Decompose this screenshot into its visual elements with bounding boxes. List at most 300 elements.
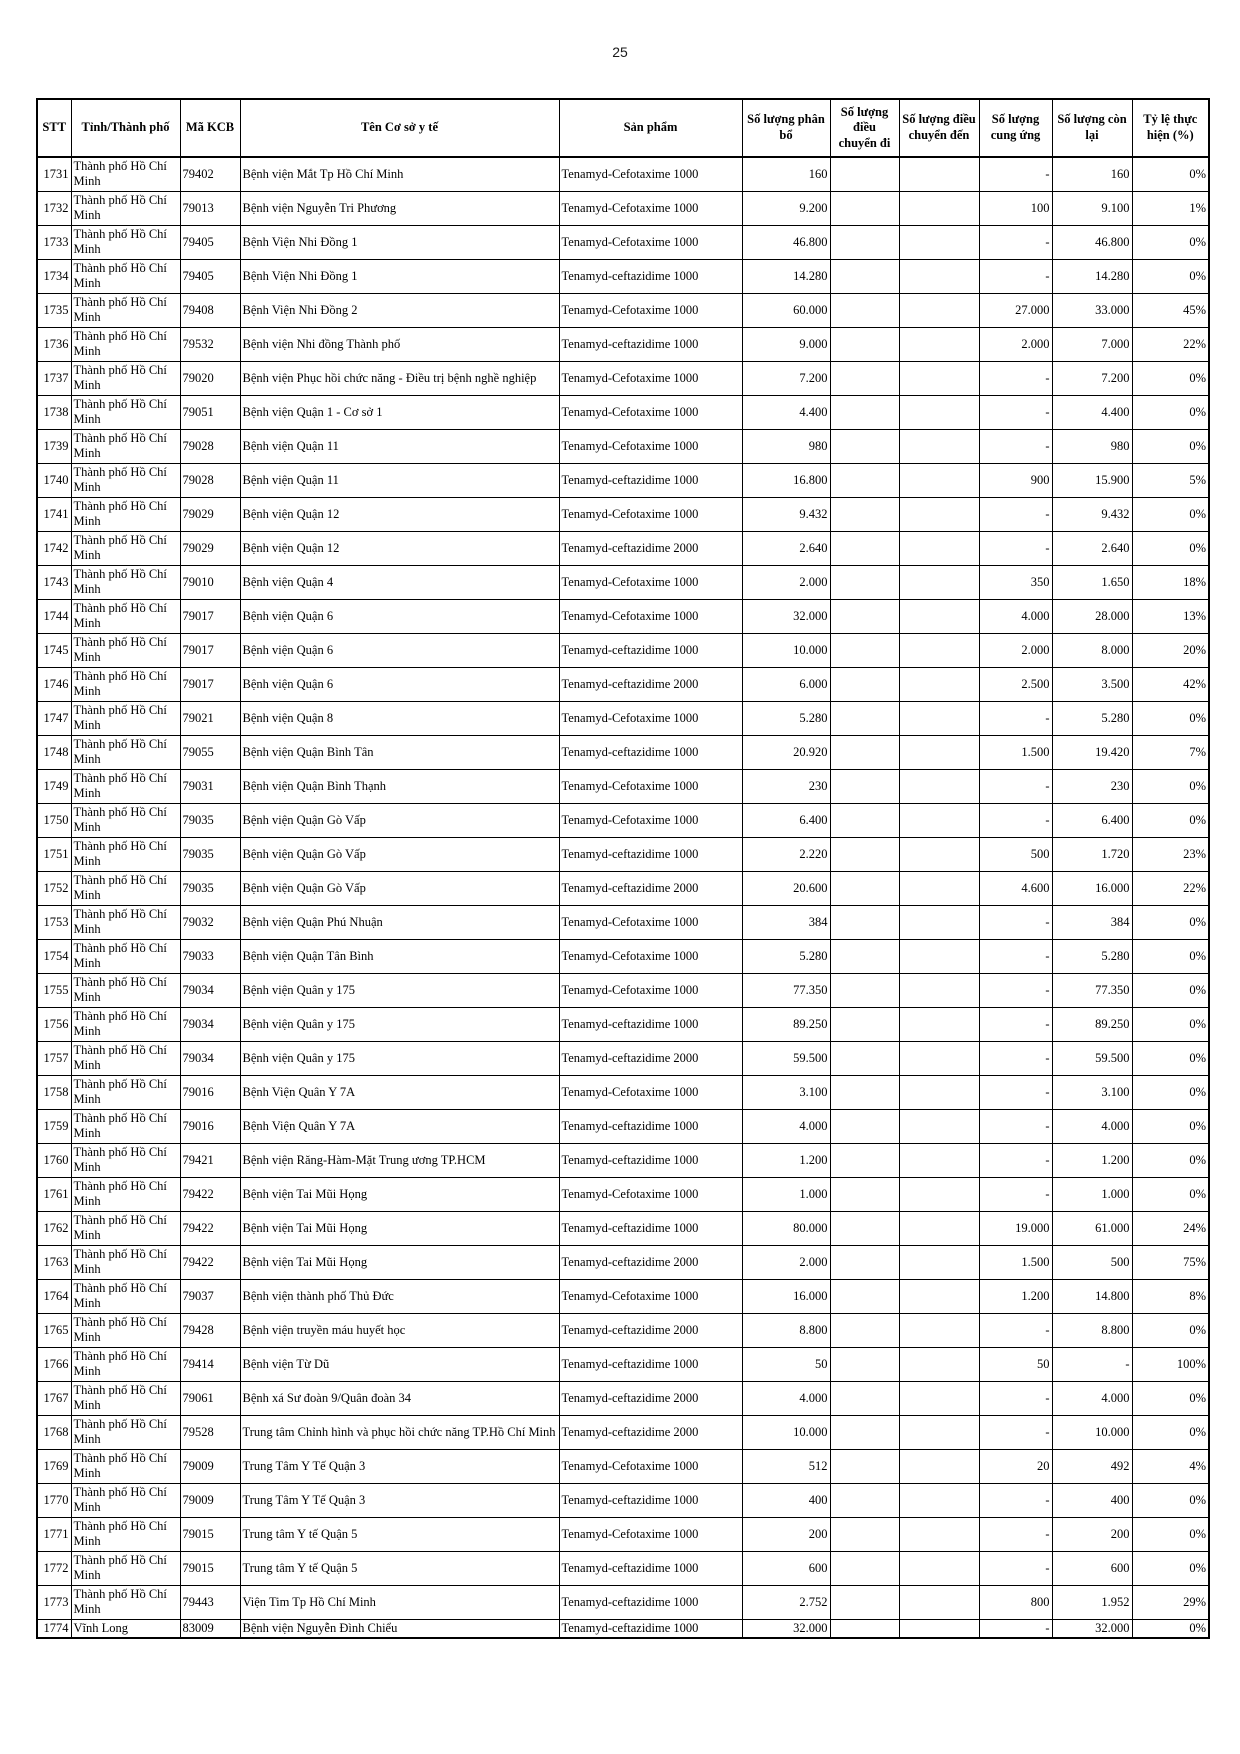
cell-province: Thành phố Hồ Chí Minh bbox=[71, 1245, 180, 1279]
table-row bbox=[37, 1551, 1209, 1585]
cell-allocated: 89.250 bbox=[742, 1007, 830, 1041]
cell-province: Thành phố Hồ Chí Minh bbox=[71, 1415, 180, 1449]
cell-name: Bệnh viện Quận 12 bbox=[240, 531, 559, 565]
cell-stt: 1757 bbox=[37, 1041, 71, 1075]
cell-code: 79009 bbox=[180, 1449, 240, 1483]
cell-transfer_out bbox=[830, 1075, 899, 1109]
cell-allocated: 59.500 bbox=[742, 1041, 830, 1075]
cell-product: Tenamyd-Cefotaxime 1000 bbox=[559, 293, 742, 327]
cell-transfer_in bbox=[899, 837, 979, 871]
cell-code: 79033 bbox=[180, 939, 240, 973]
cell-remaining: 4.000 bbox=[1052, 1381, 1132, 1415]
table-row bbox=[37, 1109, 1209, 1143]
cell-code: 79035 bbox=[180, 803, 240, 837]
column-header-transfer_out: Số lượng điều chuyển đi bbox=[830, 99, 899, 157]
cell-remaining: 33.000 bbox=[1052, 293, 1132, 327]
cell-rate: 0% bbox=[1132, 803, 1209, 837]
cell-remaining: 1.720 bbox=[1052, 837, 1132, 871]
cell-code: 79061 bbox=[180, 1381, 240, 1415]
cell-allocated: 10.000 bbox=[742, 1415, 830, 1449]
cell-transfer_out bbox=[830, 803, 899, 837]
cell-name: Bệnh viện Quân y 175 bbox=[240, 1041, 559, 1075]
cell-product: Tenamyd-ceftazidime 1000 bbox=[559, 1551, 742, 1585]
cell-transfer_out bbox=[830, 293, 899, 327]
cell-code: 79422 bbox=[180, 1177, 240, 1211]
cell-rate: 0% bbox=[1132, 939, 1209, 973]
cell-name: Bệnh viện Răng-Hàm-Mặt Trung ương TP.HCM bbox=[240, 1143, 559, 1177]
cell-product: Tenamyd-ceftazidime 1000 bbox=[559, 1619, 742, 1638]
cell-stt: 1733 bbox=[37, 225, 71, 259]
cell-remaining: 492 bbox=[1052, 1449, 1132, 1483]
cell-allocated: 7.200 bbox=[742, 361, 830, 395]
cell-supplied: 100 bbox=[979, 191, 1052, 225]
cell-name: Bệnh viện Mắt Tp Hồ Chí Minh bbox=[240, 157, 559, 191]
cell-code: 83009 bbox=[180, 1619, 240, 1638]
cell-remaining: 61.000 bbox=[1052, 1211, 1132, 1245]
cell-code: 79428 bbox=[180, 1313, 240, 1347]
cell-rate: 0% bbox=[1132, 1415, 1209, 1449]
cell-rate: 0% bbox=[1132, 429, 1209, 463]
table-row bbox=[37, 735, 1209, 769]
cell-transfer_in bbox=[899, 633, 979, 667]
table-row bbox=[37, 1211, 1209, 1245]
cell-code: 79028 bbox=[180, 429, 240, 463]
cell-remaining: 5.280 bbox=[1052, 701, 1132, 735]
cell-transfer_in bbox=[899, 1517, 979, 1551]
cell-name: Bệnh Viện Quân Y 7A bbox=[240, 1109, 559, 1143]
cell-transfer_in bbox=[899, 429, 979, 463]
cell-supplied: 50 bbox=[979, 1347, 1052, 1381]
cell-remaining: 8.800 bbox=[1052, 1313, 1132, 1347]
cell-allocated: 6.400 bbox=[742, 803, 830, 837]
cell-remaining: 89.250 bbox=[1052, 1007, 1132, 1041]
cell-supplied: - bbox=[979, 259, 1052, 293]
cell-product: Tenamyd-ceftazidime 1000 bbox=[559, 1585, 742, 1619]
cell-supplied: - bbox=[979, 1517, 1052, 1551]
cell-stt: 1773 bbox=[37, 1585, 71, 1619]
cell-rate: 5% bbox=[1132, 463, 1209, 497]
cell-name: Bệnh viện Quận Gò Vấp bbox=[240, 803, 559, 837]
cell-transfer_out bbox=[830, 1483, 899, 1517]
cell-product: Tenamyd-ceftazidime 2000 bbox=[559, 871, 742, 905]
cell-province: Thành phố Hồ Chí Minh bbox=[71, 599, 180, 633]
cell-transfer_in bbox=[899, 1041, 979, 1075]
cell-name: Bệnh viện Tai Mũi Họng bbox=[240, 1245, 559, 1279]
cell-supplied: 20 bbox=[979, 1449, 1052, 1483]
cell-rate: 45% bbox=[1132, 293, 1209, 327]
cell-allocated: 980 bbox=[742, 429, 830, 463]
cell-rate: 8% bbox=[1132, 1279, 1209, 1313]
cell-remaining: 1.650 bbox=[1052, 565, 1132, 599]
cell-code: 79010 bbox=[180, 565, 240, 599]
page-number: 25 bbox=[612, 44, 628, 60]
cell-allocated: 8.800 bbox=[742, 1313, 830, 1347]
cell-supplied: - bbox=[979, 1177, 1052, 1211]
cell-province: Thành phố Hồ Chí Minh bbox=[71, 701, 180, 735]
cell-stt: 1760 bbox=[37, 1143, 71, 1177]
cell-allocated: 5.280 bbox=[742, 701, 830, 735]
cell-province: Thành phố Hồ Chí Minh bbox=[71, 1041, 180, 1075]
cell-transfer_in bbox=[899, 939, 979, 973]
cell-supplied: - bbox=[979, 497, 1052, 531]
cell-name: Bệnh viện thành phố Thủ Đức bbox=[240, 1279, 559, 1313]
cell-transfer_out bbox=[830, 157, 899, 191]
cell-code: 79028 bbox=[180, 463, 240, 497]
cell-name: Bệnh viện Quận 12 bbox=[240, 497, 559, 531]
table-row bbox=[37, 1177, 1209, 1211]
table-row bbox=[37, 803, 1209, 837]
cell-name: Bệnh viện Quận 1 - Cơ sở 1 bbox=[240, 395, 559, 429]
cell-remaining: 59.500 bbox=[1052, 1041, 1132, 1075]
cell-supplied: - bbox=[979, 939, 1052, 973]
cell-province: Thành phố Hồ Chí Minh bbox=[71, 1177, 180, 1211]
cell-province: Thành phố Hồ Chí Minh bbox=[71, 395, 180, 429]
cell-province: Thành phố Hồ Chí Minh bbox=[71, 1347, 180, 1381]
cell-supplied: 2.000 bbox=[979, 633, 1052, 667]
cell-stt: 1764 bbox=[37, 1279, 71, 1313]
cell-rate: 7% bbox=[1132, 735, 1209, 769]
cell-allocated: 9.200 bbox=[742, 191, 830, 225]
cell-supplied: 1.500 bbox=[979, 735, 1052, 769]
cell-name: Bệnh viện Quận 6 bbox=[240, 599, 559, 633]
cell-province: Thành phố Hồ Chí Minh bbox=[71, 837, 180, 871]
cell-rate: 0% bbox=[1132, 497, 1209, 531]
table-header-row bbox=[37, 99, 1209, 157]
table-header bbox=[37, 99, 1209, 157]
cell-province: Thành phố Hồ Chí Minh bbox=[71, 633, 180, 667]
cell-remaining: 28.000 bbox=[1052, 599, 1132, 633]
cell-transfer_in bbox=[899, 701, 979, 735]
cell-code: 79414 bbox=[180, 1347, 240, 1381]
cell-remaining: 4.000 bbox=[1052, 1109, 1132, 1143]
table-row bbox=[37, 157, 1209, 191]
cell-remaining: 2.640 bbox=[1052, 531, 1132, 565]
cell-transfer_in bbox=[899, 191, 979, 225]
cell-supplied: - bbox=[979, 157, 1052, 191]
cell-transfer_out bbox=[830, 701, 899, 735]
cell-supplied: - bbox=[979, 531, 1052, 565]
cell-remaining: 32.000 bbox=[1052, 1619, 1132, 1638]
cell-province: Thành phố Hồ Chí Minh bbox=[71, 1313, 180, 1347]
cell-transfer_in bbox=[899, 1483, 979, 1517]
cell-allocated: 32.000 bbox=[742, 1619, 830, 1638]
cell-transfer_in bbox=[899, 531, 979, 565]
cell-province: Thành phố Hồ Chí Minh bbox=[71, 157, 180, 191]
cell-transfer_out bbox=[830, 361, 899, 395]
cell-name: Bệnh viện Quận Bình Tân bbox=[240, 735, 559, 769]
cell-transfer_in bbox=[899, 1075, 979, 1109]
cell-province: Thành phố Hồ Chí Minh bbox=[71, 1449, 180, 1483]
cell-transfer_out bbox=[830, 1109, 899, 1143]
cell-name: Bệnh viện Nguyễn Tri Phương bbox=[240, 191, 559, 225]
cell-allocated: 1.200 bbox=[742, 1143, 830, 1177]
cell-transfer_out bbox=[830, 1381, 899, 1415]
cell-transfer_in bbox=[899, 803, 979, 837]
cell-name: Bệnh viện Từ Dũ bbox=[240, 1347, 559, 1381]
cell-allocated: 60.000 bbox=[742, 293, 830, 327]
cell-transfer_out bbox=[830, 565, 899, 599]
cell-allocated: 9.432 bbox=[742, 497, 830, 531]
cell-supplied: - bbox=[979, 225, 1052, 259]
cell-code: 79051 bbox=[180, 395, 240, 429]
cell-supplied: 4.600 bbox=[979, 871, 1052, 905]
cell-code: 79017 bbox=[180, 667, 240, 701]
cell-remaining: 9.100 bbox=[1052, 191, 1132, 225]
cell-supplied: - bbox=[979, 361, 1052, 395]
cell-allocated: 50 bbox=[742, 1347, 830, 1381]
cell-province: Thành phố Hồ Chí Minh bbox=[71, 1007, 180, 1041]
cell-supplied: - bbox=[979, 1415, 1052, 1449]
cell-stt: 1752 bbox=[37, 871, 71, 905]
cell-product: Tenamyd-ceftazidime 1000 bbox=[559, 1211, 742, 1245]
cell-code: 79016 bbox=[180, 1109, 240, 1143]
cell-stt: 1746 bbox=[37, 667, 71, 701]
table-row bbox=[37, 633, 1209, 667]
cell-remaining: 500 bbox=[1052, 1245, 1132, 1279]
cell-rate: 13% bbox=[1132, 599, 1209, 633]
cell-remaining: 15.900 bbox=[1052, 463, 1132, 497]
cell-supplied: - bbox=[979, 701, 1052, 735]
cell-supplied: 27.000 bbox=[979, 293, 1052, 327]
cell-province: Thành phố Hồ Chí Minh bbox=[71, 361, 180, 395]
cell-transfer_out bbox=[830, 871, 899, 905]
cell-transfer_in bbox=[899, 1143, 979, 1177]
cell-remaining: 14.280 bbox=[1052, 259, 1132, 293]
cell-province: Thành phố Hồ Chí Minh bbox=[71, 1211, 180, 1245]
cell-transfer_in bbox=[899, 497, 979, 531]
cell-rate: 0% bbox=[1132, 1041, 1209, 1075]
cell-allocated: 16.800 bbox=[742, 463, 830, 497]
cell-stt: 1756 bbox=[37, 1007, 71, 1041]
cell-stt: 1753 bbox=[37, 905, 71, 939]
table-row bbox=[37, 701, 1209, 735]
cell-transfer_out bbox=[830, 1619, 899, 1638]
cell-transfer_out bbox=[830, 1279, 899, 1313]
cell-name: Bệnh viện Quận 6 bbox=[240, 633, 559, 667]
cell-product: Tenamyd-ceftazidime 1000 bbox=[559, 1143, 742, 1177]
cell-province: Thành phố Hồ Chí Minh bbox=[71, 327, 180, 361]
cell-rate: 0% bbox=[1132, 769, 1209, 803]
cell-transfer_out bbox=[830, 1313, 899, 1347]
cell-allocated: 6.000 bbox=[742, 667, 830, 701]
column-header-product: Sản phẩm bbox=[559, 99, 742, 157]
cell-supplied: - bbox=[979, 803, 1052, 837]
cell-transfer_in bbox=[899, 395, 979, 429]
cell-stt: 1749 bbox=[37, 769, 71, 803]
cell-rate: 23% bbox=[1132, 837, 1209, 871]
cell-allocated: 200 bbox=[742, 1517, 830, 1551]
cell-remaining: 7.000 bbox=[1052, 327, 1132, 361]
cell-stt: 1731 bbox=[37, 157, 71, 191]
cell-product: Tenamyd-Cefotaxime 1000 bbox=[559, 803, 742, 837]
cell-allocated: 2.752 bbox=[742, 1585, 830, 1619]
cell-transfer_in bbox=[899, 157, 979, 191]
cell-remaining: 16.000 bbox=[1052, 871, 1132, 905]
cell-allocated: 20.920 bbox=[742, 735, 830, 769]
cell-product: Tenamyd-ceftazidime 2000 bbox=[559, 1313, 742, 1347]
cell-province: Thành phố Hồ Chí Minh bbox=[71, 973, 180, 1007]
cell-transfer_in bbox=[899, 1551, 979, 1585]
table-row bbox=[37, 531, 1209, 565]
cell-remaining: 19.420 bbox=[1052, 735, 1132, 769]
cell-product: Tenamyd-ceftazidime 1000 bbox=[559, 1347, 742, 1381]
cell-transfer_out bbox=[830, 225, 899, 259]
cell-transfer_out bbox=[830, 1211, 899, 1245]
cell-transfer_out bbox=[830, 1177, 899, 1211]
cell-supplied: - bbox=[979, 429, 1052, 463]
cell-transfer_in bbox=[899, 1279, 979, 1313]
cell-name: Bệnh viện Quận Tân Bình bbox=[240, 939, 559, 973]
cell-supplied: 1.200 bbox=[979, 1279, 1052, 1313]
table-row bbox=[37, 939, 1209, 973]
cell-rate: 0% bbox=[1132, 905, 1209, 939]
cell-transfer_out bbox=[830, 531, 899, 565]
cell-name: Bệnh viện Quân y 175 bbox=[240, 973, 559, 1007]
cell-name: Trung tâm Y tế Quận 5 bbox=[240, 1517, 559, 1551]
cell-rate: 24% bbox=[1132, 1211, 1209, 1245]
cell-supplied: 19.000 bbox=[979, 1211, 1052, 1245]
cell-transfer_out bbox=[830, 667, 899, 701]
cell-stt: 1751 bbox=[37, 837, 71, 871]
cell-allocated: 2.000 bbox=[742, 1245, 830, 1279]
cell-product: Tenamyd-Cefotaxime 1000 bbox=[559, 905, 742, 939]
cell-rate: 0% bbox=[1132, 157, 1209, 191]
cell-supplied: 2.500 bbox=[979, 667, 1052, 701]
cell-code: 79017 bbox=[180, 633, 240, 667]
cell-rate: 0% bbox=[1132, 1483, 1209, 1517]
cell-remaining: 10.000 bbox=[1052, 1415, 1132, 1449]
table-row bbox=[37, 1415, 1209, 1449]
cell-name: Trung tâm Chỉnh hình và phục hồi chức năng TP.Hồ Chí Minh bbox=[240, 1415, 559, 1449]
cell-supplied: - bbox=[979, 973, 1052, 1007]
cell-name: Bệnh Viện Quân Y 7A bbox=[240, 1075, 559, 1109]
table-row bbox=[37, 905, 1209, 939]
cell-product: Tenamyd-Cefotaxime 1000 bbox=[559, 769, 742, 803]
table-row bbox=[37, 599, 1209, 633]
cell-stt: 1750 bbox=[37, 803, 71, 837]
cell-allocated: 10.000 bbox=[742, 633, 830, 667]
column-header-code: Mã KCB bbox=[180, 99, 240, 157]
cell-rate: 0% bbox=[1132, 1143, 1209, 1177]
cell-province: Thành phố Hồ Chí Minh bbox=[71, 1109, 180, 1143]
cell-transfer_in bbox=[899, 1347, 979, 1381]
cell-product: Tenamyd-Cefotaxime 1000 bbox=[559, 429, 742, 463]
cell-allocated: 2.000 bbox=[742, 565, 830, 599]
cell-code: 79021 bbox=[180, 701, 240, 735]
cell-supplied: - bbox=[979, 1007, 1052, 1041]
cell-remaining: 8.000 bbox=[1052, 633, 1132, 667]
cell-name: Bệnh xá Sư đoàn 9/Quân đoàn 34 bbox=[240, 1381, 559, 1415]
cell-province: Vĩnh Long bbox=[71, 1619, 180, 1638]
cell-remaining: 160 bbox=[1052, 157, 1132, 191]
cell-stt: 1774 bbox=[37, 1619, 71, 1638]
column-header-province: Tỉnh/Thành phố bbox=[71, 99, 180, 157]
cell-allocated: 2.640 bbox=[742, 531, 830, 565]
cell-code: 79422 bbox=[180, 1245, 240, 1279]
cell-transfer_out bbox=[830, 905, 899, 939]
cell-code: 79037 bbox=[180, 1279, 240, 1313]
cell-name: Trung Tâm Y Tế Quận 3 bbox=[240, 1449, 559, 1483]
table-row bbox=[37, 1279, 1209, 1313]
cell-stt: 1744 bbox=[37, 599, 71, 633]
cell-province: Thành phố Hồ Chí Minh bbox=[71, 667, 180, 701]
cell-rate: 18% bbox=[1132, 565, 1209, 599]
table-row bbox=[37, 1041, 1209, 1075]
cell-supplied: - bbox=[979, 1109, 1052, 1143]
cell-supplied: 4.000 bbox=[979, 599, 1052, 633]
column-header-rate: Tỷ lệ thực hiện (%) bbox=[1132, 99, 1209, 157]
cell-supplied: - bbox=[979, 1551, 1052, 1585]
cell-stt: 1768 bbox=[37, 1415, 71, 1449]
cell-name: Bệnh Viện Nhi Đồng 2 bbox=[240, 293, 559, 327]
table-row bbox=[37, 361, 1209, 395]
cell-transfer_in bbox=[899, 1415, 979, 1449]
cell-allocated: 32.000 bbox=[742, 599, 830, 633]
table-row bbox=[37, 1143, 1209, 1177]
cell-remaining: 400 bbox=[1052, 1483, 1132, 1517]
cell-supplied: 1.500 bbox=[979, 1245, 1052, 1279]
cell-stt: 1772 bbox=[37, 1551, 71, 1585]
cell-stt: 1743 bbox=[37, 565, 71, 599]
cell-transfer_out bbox=[830, 191, 899, 225]
cell-province: Thành phố Hồ Chí Minh bbox=[71, 735, 180, 769]
table-row bbox=[37, 1075, 1209, 1109]
cell-product: Tenamyd-ceftazidime 2000 bbox=[559, 1245, 742, 1279]
cell-transfer_out bbox=[830, 1347, 899, 1381]
cell-transfer_out bbox=[830, 1143, 899, 1177]
cell-allocated: 16.000 bbox=[742, 1279, 830, 1313]
cell-name: Bệnh viện Quận 4 bbox=[240, 565, 559, 599]
cell-province: Thành phố Hồ Chí Minh bbox=[71, 293, 180, 327]
table-row bbox=[37, 497, 1209, 531]
cell-allocated: 3.100 bbox=[742, 1075, 830, 1109]
cell-remaining: 9.432 bbox=[1052, 497, 1132, 531]
cell-name: Bệnh viện Quận Gò Vấp bbox=[240, 837, 559, 871]
cell-province: Thành phố Hồ Chí Minh bbox=[71, 531, 180, 565]
cell-stt: 1737 bbox=[37, 361, 71, 395]
cell-product: Tenamyd-ceftazidime 2000 bbox=[559, 667, 742, 701]
cell-product: Tenamyd-Cefotaxime 1000 bbox=[559, 939, 742, 973]
cell-rate: 0% bbox=[1132, 225, 1209, 259]
cell-stt: 1770 bbox=[37, 1483, 71, 1517]
cell-supplied: - bbox=[979, 1619, 1052, 1638]
cell-stt: 1748 bbox=[37, 735, 71, 769]
cell-allocated: 600 bbox=[742, 1551, 830, 1585]
cell-product: Tenamyd-Cefotaxime 1000 bbox=[559, 599, 742, 633]
cell-supplied: - bbox=[979, 1041, 1052, 1075]
cell-allocated: 77.350 bbox=[742, 973, 830, 1007]
cell-name: Viện Tim Tp Hồ Chí Minh bbox=[240, 1585, 559, 1619]
cell-code: 79015 bbox=[180, 1551, 240, 1585]
cell-transfer_in bbox=[899, 1177, 979, 1211]
cell-product: Tenamyd-ceftazidime 1000 bbox=[559, 1007, 742, 1041]
cell-allocated: 80.000 bbox=[742, 1211, 830, 1245]
cell-code: 79029 bbox=[180, 497, 240, 531]
cell-code: 79421 bbox=[180, 1143, 240, 1177]
cell-product: Tenamyd-ceftazidime 2000 bbox=[559, 1415, 742, 1449]
cell-rate: 0% bbox=[1132, 973, 1209, 1007]
cell-rate: 22% bbox=[1132, 327, 1209, 361]
cell-allocated: 2.220 bbox=[742, 837, 830, 871]
cell-rate: 42% bbox=[1132, 667, 1209, 701]
cell-name: Bệnh viện Quận 11 bbox=[240, 463, 559, 497]
cell-transfer_out bbox=[830, 1449, 899, 1483]
column-header-stt: STT bbox=[37, 99, 71, 157]
cell-product: Tenamyd-Cefotaxime 1000 bbox=[559, 1177, 742, 1211]
cell-stt: 1739 bbox=[37, 429, 71, 463]
cell-rate: 0% bbox=[1132, 701, 1209, 735]
cell-name: Bệnh viện Quận Gò Vấp bbox=[240, 871, 559, 905]
